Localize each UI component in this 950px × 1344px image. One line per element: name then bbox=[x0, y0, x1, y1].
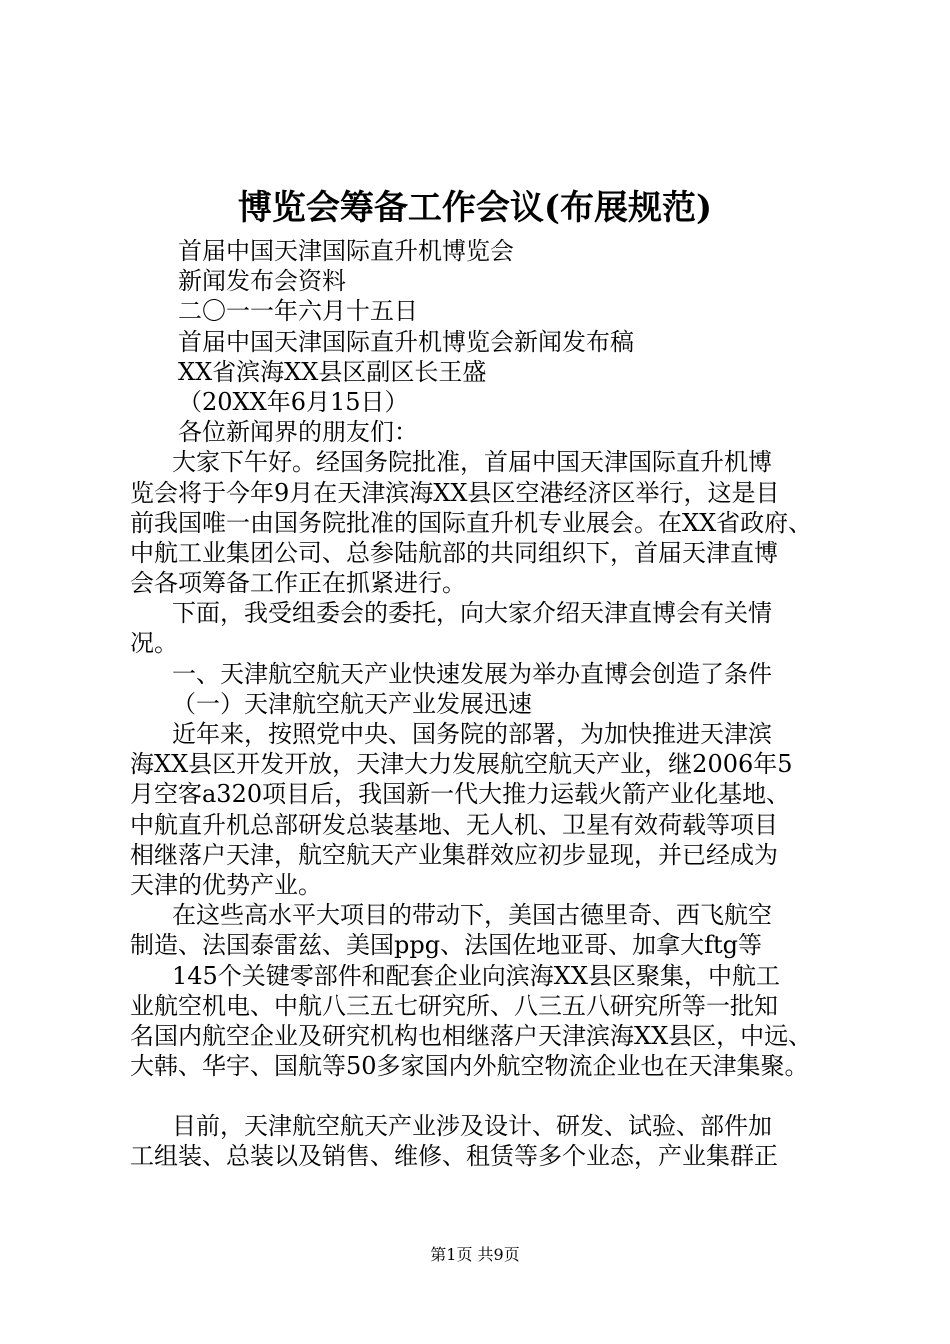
header-line: 二〇一一年六月十五日 bbox=[178, 297, 418, 326]
paragraph-line: 业航空机电、中航八三五七研究所、八三五八研究所等一批知 bbox=[130, 991, 778, 1020]
paragraph-line: 相继落户天津，航空航天产业集群效应初步显现，并已经成为 bbox=[130, 840, 778, 869]
paragraph-line: 大家下午好。经国务院批准，首届中国天津国际直升机博 bbox=[172, 448, 772, 477]
header-line: 首届中国天津国际直升机博览会新闻发布稿 bbox=[178, 327, 634, 356]
header-line: （20XX年6月15日） bbox=[178, 387, 409, 416]
paragraph-line: 下面，我受组委会的委托，向大家介绍天津直博会有关情 bbox=[172, 599, 772, 628]
document-title: 博览会筹备工作会议(布展规范) bbox=[237, 188, 713, 228]
header-line: XX省滨海XX县区副区长王盛 bbox=[178, 357, 487, 386]
paragraph-line: 制造、法国泰雷兹、美国ppg、法国佐地亚哥、加拿大ftg等 bbox=[130, 931, 762, 960]
header-line: 新闻发布会资料 bbox=[178, 267, 346, 296]
paragraph-line: 览会将于今年9月在天津滨海XX县区空港经济区举行，这是目 bbox=[130, 478, 780, 507]
paragraph-line: 在这些高水平大项目的带动下，美国古德里奇、西飞航空 bbox=[172, 901, 772, 930]
subsection-heading: （一）天津航空航天产业发展迅速 bbox=[172, 689, 532, 718]
paragraph-line: 天津的优势产业。 bbox=[130, 870, 322, 899]
paragraph-line: 中航工业集团公司、总参陆航部的共同组织下，首届天津直博 bbox=[130, 538, 778, 567]
paragraph-line: 况。 bbox=[130, 629, 178, 658]
blank-line bbox=[130, 1081, 830, 1111]
paragraph-line: 近年来，按照党中央、国务院的部署，为加快推进天津滨 bbox=[172, 720, 772, 748]
paragraph-line: 月空客a320项目后，我国新一代大推力运载火箭产业化基地、 bbox=[130, 780, 791, 809]
paragraph-line: 目前，天津航空航天产业涉及设计、研发、试验、部件加 bbox=[172, 1112, 772, 1141]
document-body bbox=[130, 236, 830, 1172]
paragraph-line: 名国内航空企业及研究机构也相继落户天津滨海XX县区，中远、 bbox=[130, 1021, 813, 1050]
paragraph-line: 会各项筹备工作正在抓紧进行。 bbox=[130, 569, 466, 598]
paragraph-line: 大韩、华宇、国航等50多家国内外航空物流企业也在天津集聚。 bbox=[130, 1052, 809, 1081]
paragraph-line: 中航直升机总部研发总装基地、无人机、卫星有效荷载等项目 bbox=[130, 810, 778, 839]
section-heading: 一、天津航空航天产业快速发展为举办直博会创造了条件 bbox=[172, 659, 772, 688]
paragraph-line: 工组装、总装以及销售、维修、租赁等多个业态，产业集群正 bbox=[130, 1142, 778, 1171]
salutation: 各位新闻界的朋友们： bbox=[178, 418, 418, 447]
paragraph-line: 前我国唯一由国务院批准的国际直升机专业展会。在XX省政府、 bbox=[130, 508, 813, 537]
paragraph-line: 145个关键零部件和配套企业向滨海XX县区聚集，中航工 bbox=[172, 961, 780, 990]
header-line: 首届中国天津国际直升机博览会 bbox=[178, 237, 514, 265]
paragraph-line: 海XX县区开发开放，天津大力发展航空航天产业，继2006年5 bbox=[130, 750, 793, 779]
page-footer: 第1页 共9页 bbox=[430, 1245, 520, 1264]
